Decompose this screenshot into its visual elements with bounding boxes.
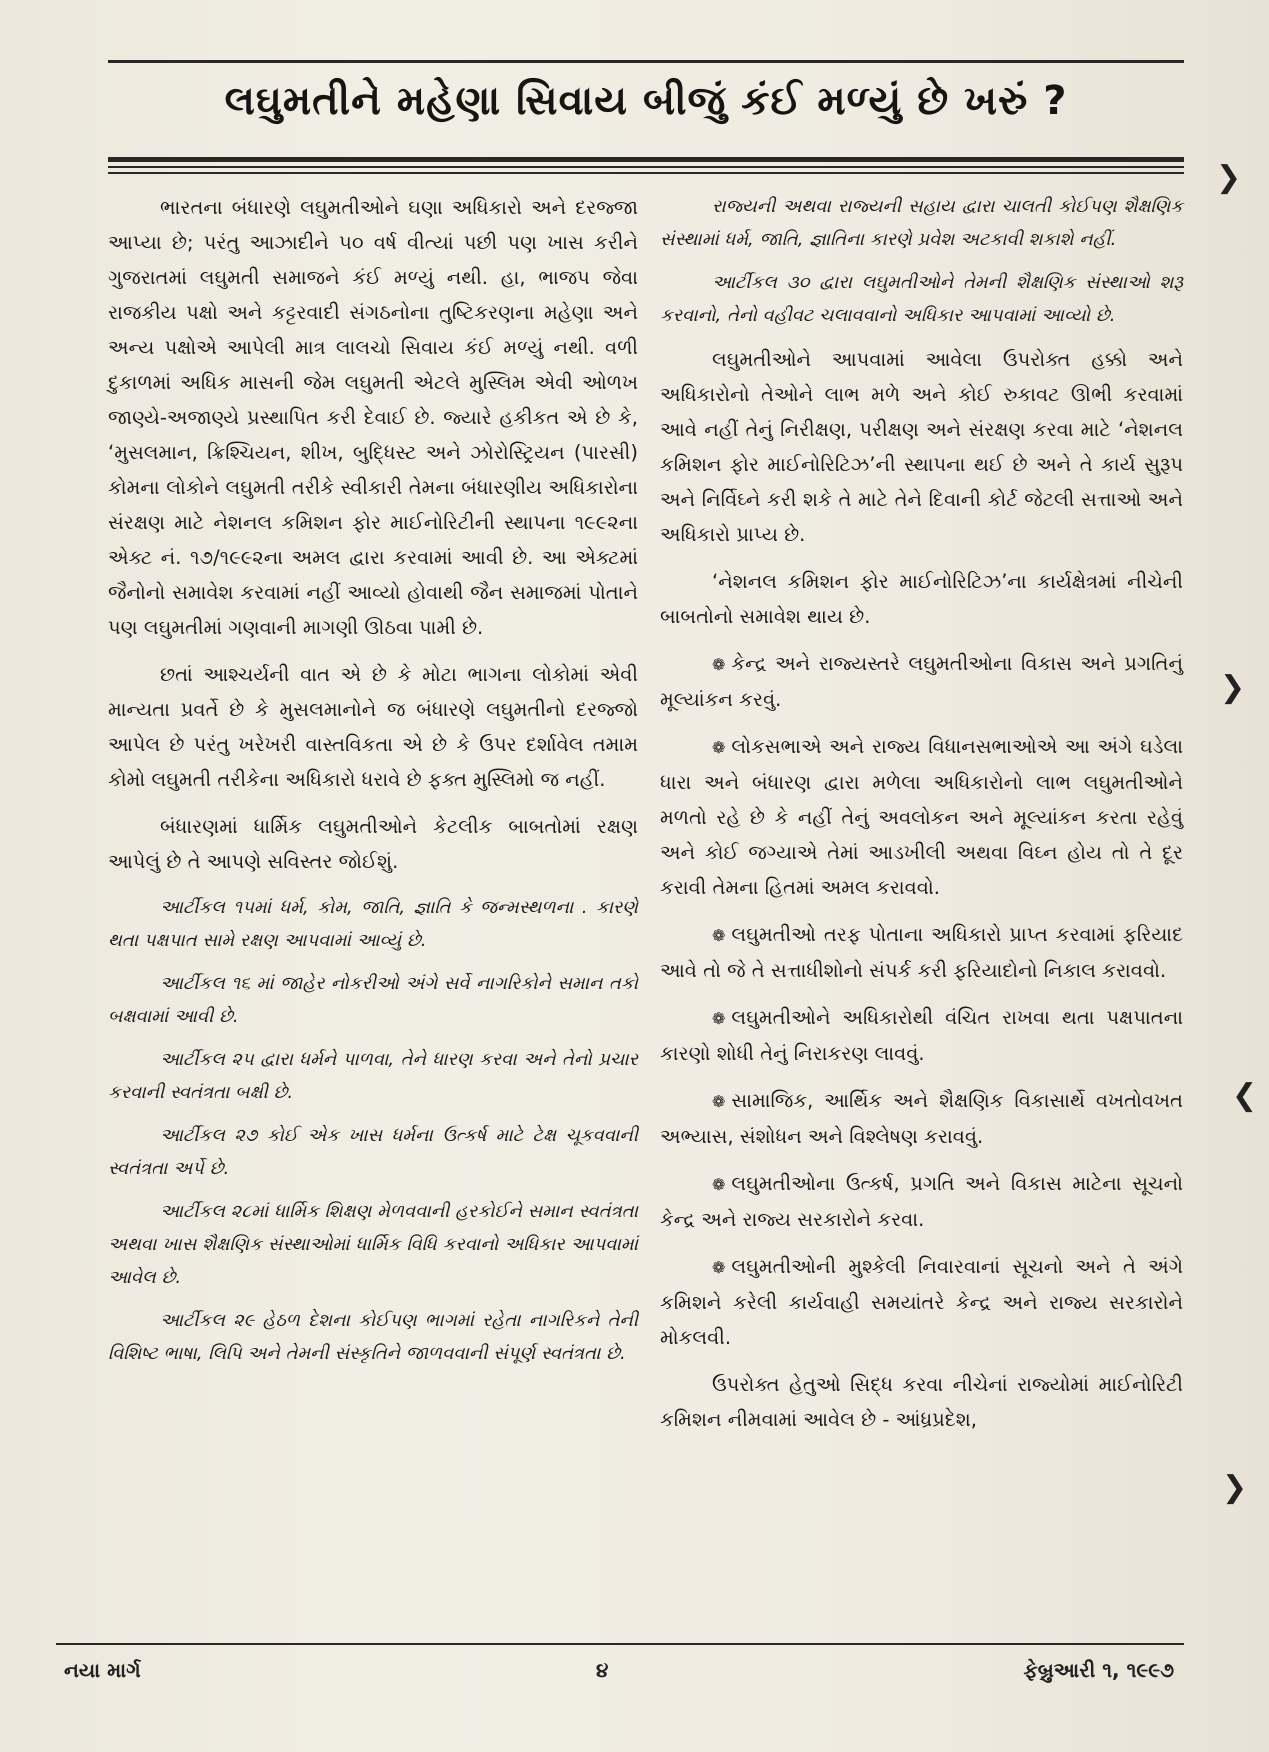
paragraph-text: આર્ટીકલ ૨૫ દ્વારા ધર્મને પાળવા, તેને ધારણ કરવા અને તેનો પ્રચાર કરવાની સ્વતંત્રતા બક્ષી છે. xyxy=(108,1049,638,1103)
commission-duty-item xyxy=(660,646,1183,717)
paragraph-text: આર્ટીકલ ૧૬ માં જાહેર નોકરીઓ અંગે સર્વે નાગરિકોને સમાન તકો બક્ષવામાં આવી છે. xyxy=(108,973,638,1027)
bullet-icon: ❁ xyxy=(712,655,726,674)
article-clause-paragraph xyxy=(108,967,638,1033)
article-clause-paragraph xyxy=(108,1043,638,1109)
headline-rule-thin-2 xyxy=(108,172,1184,174)
commission-duty-item xyxy=(660,729,1183,905)
article-clause-paragraph xyxy=(660,266,1183,332)
bullet-icon: ❁ xyxy=(712,1258,726,1277)
issue-date: ફેબ્રુઆરી ૧, ૧૯૯૭ xyxy=(1023,1658,1174,1682)
bullet-icon: ❁ xyxy=(712,738,726,757)
paragraph-text: લઘુમતીઓની મુશ્કેલી નિવારવાનાં સૂચનો અને તે અંગે કમિશને કરેલી કાર્યવાહી સમયાંતરે કેન્દ્ર અને રાજ્ય સરકારોને મોકલવી. xyxy=(660,1255,1183,1349)
footer-rule xyxy=(56,1643,1184,1645)
binding-hole-mark: ❯ xyxy=(1216,160,1242,195)
paragraph-text: આર્ટીકલ ૨૯ હેઠળ દેશના કોઈપણ ભાગમાં રહેતા નાગરિકને તેની વિશિષ્ટ ભાષા, લિપિ અને તેમની સંસ્કૃતિને જાળવવાની સંપૂર્ણ સ્વતંત્રતા છે. xyxy=(108,1310,638,1364)
body-paragraph xyxy=(108,809,638,879)
binding-hole-mark: ❯ xyxy=(1222,1470,1248,1505)
bullet-icon: ❁ xyxy=(712,1009,726,1028)
article-clause-paragraph xyxy=(108,1195,638,1294)
commission-duty-item xyxy=(660,1000,1183,1071)
paragraph-text: છતાં આશ્ચર્યની વાત એ છે કે મોટા ભાગના લોકોમાં એવી માન્યતા પ્રવર્તે છે કે મુસલમાનોને જ બંધારણે લઘુમતીનો દરજ્જો આપેલ છે પરંતુ ખરેખરી વાસ્તવિકતા એ છે કે ઉપર દર્શાવેલ તમામ કોમો લઘુમતી તરીકેના અધિકારો ધરાવે છે ફક્ત મુસ્લિમો જ નહીં. xyxy=(108,663,638,791)
paragraph-text: લઘુમતીઓના ઉત્કર્ષ, પ્રગતિ અને વિકાસ માટેના સૂચનો કેન્દ્ર અને રાજ્ય સરકારોને કરવા. xyxy=(660,1172,1183,1231)
article-clause-paragraph xyxy=(108,891,638,957)
paragraph-text: કેન્દ્ર અને રાજ્યસ્તરે લઘુમતીઓના વિકાસ અને પ્રગતિનું મૂલ્યાંકન કરવું. xyxy=(660,652,1183,711)
page-title: લઘુમતીને મહેણા સિવાય બીજું કંઈ મળ્યું છે ખરું ? xyxy=(224,78,1068,124)
paragraph-text: સામાજિક, આર્થિક અને શૈક્ષણિક વિકાસાર્થે વખતોવખત અભ્યાસ, સંશોધન અને વિશ્લેષણ કરાવવું. xyxy=(660,1089,1183,1148)
commission-duty-item xyxy=(660,917,1183,988)
paragraph-text: રાજ્યની અથવા રાજ્યની સહાય દ્વારા ચાલતી કોઈપણ શૈક્ષણિક સંસ્થામાં ધર્મ, જાતિ, જ્ઞાતિના કારણે પ્રવેશ અટકાવી શકાશે નહીં. xyxy=(660,196,1183,250)
paragraph-text: આર્ટીકલ ૧૫માં ધર્મ, કોમ, જાતિ, જ્ઞાતિ કે જન્મસ્થળના . કારણે થતા પક્ષપાત સામે રક્ષણ આપવામાં આવ્યું છે. xyxy=(108,897,638,951)
bullet-icon: ❁ xyxy=(712,926,726,945)
right-column xyxy=(660,190,1183,1449)
page-number: ૪ xyxy=(596,1658,609,1682)
paragraph-text: આર્ટીકલ ૩૦ દ્વારા લઘુમતીઓને તેમની શૈક્ષણિક સંસ્થાઓ શરૂ કરવાનો, તેનો વહીવટ ચલાવવાનો અધિકાર આપવામાં આવ્યો છે. xyxy=(660,272,1183,326)
binding-hole-mark: ❯ xyxy=(1220,670,1246,705)
article-clause-paragraph xyxy=(108,1119,638,1185)
paragraph-text: આર્ટીકલ ૨૭ કોઈ એક ખાસ ધર્મના ઉત્કર્ષ માટે ટેક્ષ ચૂકવવાની સ્વતંત્રતા અર્પે છે. xyxy=(108,1125,638,1179)
paragraph-text: આર્ટીકલ ૨૮માં ધાર્મિક શિક્ષણ મેળવવાની હરકોઈને સમાન સ્વતંત્રતા અથવા ખાસ શૈક્ષણિક સંસ્થાઓમાં ધાર્મિક વિધિ કરવાનો અધિકાર આપવામાં આવેલ છે. xyxy=(108,1201,638,1288)
paragraph-text: ‘નેશનલ કમિશન ફોર માઈનોરિટિઝ’ના કાર્યક્ષેત્રમાં નીચેની બાબતોનો સમાવેશ થાય છે. xyxy=(660,570,1183,628)
body-paragraph xyxy=(108,190,638,645)
paragraph-text: ભારતના બંધારણે લઘુમતીઓને ઘણા અધિકારો અને દરજ્જા આપ્યા છે; પરંતુ આઝાદીને ૫૦ વર્ષ વીત્યાં પછી પણ ખાસ કરીને ગુજરાતમાં લઘુમતી સમાજને કંઈ મળ્યું નથી. હા, ભાજપ જેવા રાજકીય પક્ષો અને કટ્ટરવાદી સંગઠનોના તુષ્ટિકરણના મહેણા અને અન્ય પક્ષોએ આપેલી માત્ર લાલચો સિવાય કંઈ મળ્યું નથી. વળી દુકાળમાં અધિક માસની જેમ લઘુમતી એટલે મુસ્લિમ એવી ઓળખ જાણ્યે-અજાણ્યે પ્રસ્થાપિત કરી દેવાઈ છે. જ્યારે હકીકત એ છે કે, ‘મુસલમાન, ક્રિશ્ચિયન, શીખ, બુદ્ધિસ્ટ અને ઝોરોસ્ટ્રિયન (પારસી) કોમના લોકોને લઘુમતી તરીકે સ્વીકારી તેમના બંધારણીય અધિકારોના સંરક્ષણ માટે નેશનલ કમિશન ફોર માઈનોરિટીની સ્થાપના ૧૯૯૨ના એક્ટ નં. ૧૭/૧૯૯૨ના અમલ દ્વારા કરવામાં આવી છે. આ એક્ટમાં જૈનોનો સમાવેશ કરવામાં નહીં આવ્યો હોવાથી જૈન સમાજમાં પોતાને પણ લઘુમતીમાં ગણવાની માગણી ઊઠવા પામી છે. xyxy=(108,196,638,639)
paragraph-text: બંધારણમાં ધાર્મિક લઘુમતીઓને કેટલીક બાબતોમાં રક્ષણ આપેલું છે તે આપણે સવિસ્તર જોઈશું. xyxy=(108,815,638,873)
top-rule xyxy=(108,60,1184,63)
paragraph-text: લઘુમતીઓ તરફ પોતાના અધિકારો પ્રાપ્ત કરવામાં ફરિયાદ આવે તો જે તે સત્તાધીશોનો સંપર્ક કરી ફરિયાદોનો નિકાલ કરાવવો. xyxy=(660,923,1183,982)
article-clause-paragraph xyxy=(108,1304,638,1370)
commission-duty-item xyxy=(660,1083,1183,1154)
commission-duty-item xyxy=(660,1166,1183,1237)
bullet-icon: ❁ xyxy=(712,1175,726,1194)
body-paragraph xyxy=(660,342,1183,552)
paragraph-text: લઘુમતીઓને આપવામાં આવેલા ઉપરોક્ત હક્કો અને અધિકારોનો તેઓને લાભ મળે અને કોઈ રુકાવટ ઊભી કરવામાં આવે નહીં તેનું નિરીક્ષણ, પરીક્ષણ અને સંરક્ષણ કરવા માટે ‘નેશનલ કમિશન ફોર માઈનોરિટિઝ’ની સ્થાપના થઈ છે અને તે કાર્ય સુરૂપ અને નિર્વિઘ્ને કરી શકે તે માટે તેને દિવાની કોર્ટ જેટલી સત્તાઓ અને અધિકારો પ્રાપ્ય છે. xyxy=(660,348,1183,546)
headline-rule-thin-1 xyxy=(108,166,1184,168)
publication-name: નયા માર્ગ xyxy=(64,1658,141,1682)
paragraph-text: લોકસભાએ અને રાજ્ય વિધાનસભાઓએ આ અંગે ઘડેલા ધારા અને બંધારણ દ્વારા મળેલા અધિકારોનો લાભ લઘુમતીઓને મળતો રહે છે કે નહીં તેનું અવલોકન અને મૂલ્યાંકન કરતા રહેવું અને કોઈ જગ્યાએ તેમાં આડખીલી અથવા વિઘ્ન હોય તો તે દૂર કરાવી તેમના હિતમાં અમલ કરાવવો. xyxy=(660,735,1183,899)
left-column xyxy=(108,190,638,1380)
body-paragraph xyxy=(108,657,638,797)
paragraph-text: ઉપરોક્ત હેતુઓ સિદ્ધ કરવા નીચેનાં રાજ્યોમાં માઈનોરિટી કમિશન નીમવામાં આવેલ છે - આંધ્રપ્રદેશ, xyxy=(660,1373,1183,1431)
body-paragraph xyxy=(660,1367,1183,1437)
bullet-icon: ❁ xyxy=(712,1092,726,1111)
body-paragraph xyxy=(660,564,1183,634)
paragraph-text: લઘુમતીઓને અધિકારોથી વંચિત રાખવા થતા પક્ષપાતના કારણો શોધી તેનું નિરાકરણ લાવવું. xyxy=(660,1006,1183,1065)
commission-duty-item xyxy=(660,1249,1183,1355)
article-clause-paragraph xyxy=(660,190,1183,256)
binding-hole-mark: ❮ xyxy=(1232,1078,1258,1113)
headline-rule-thick xyxy=(108,157,1184,162)
